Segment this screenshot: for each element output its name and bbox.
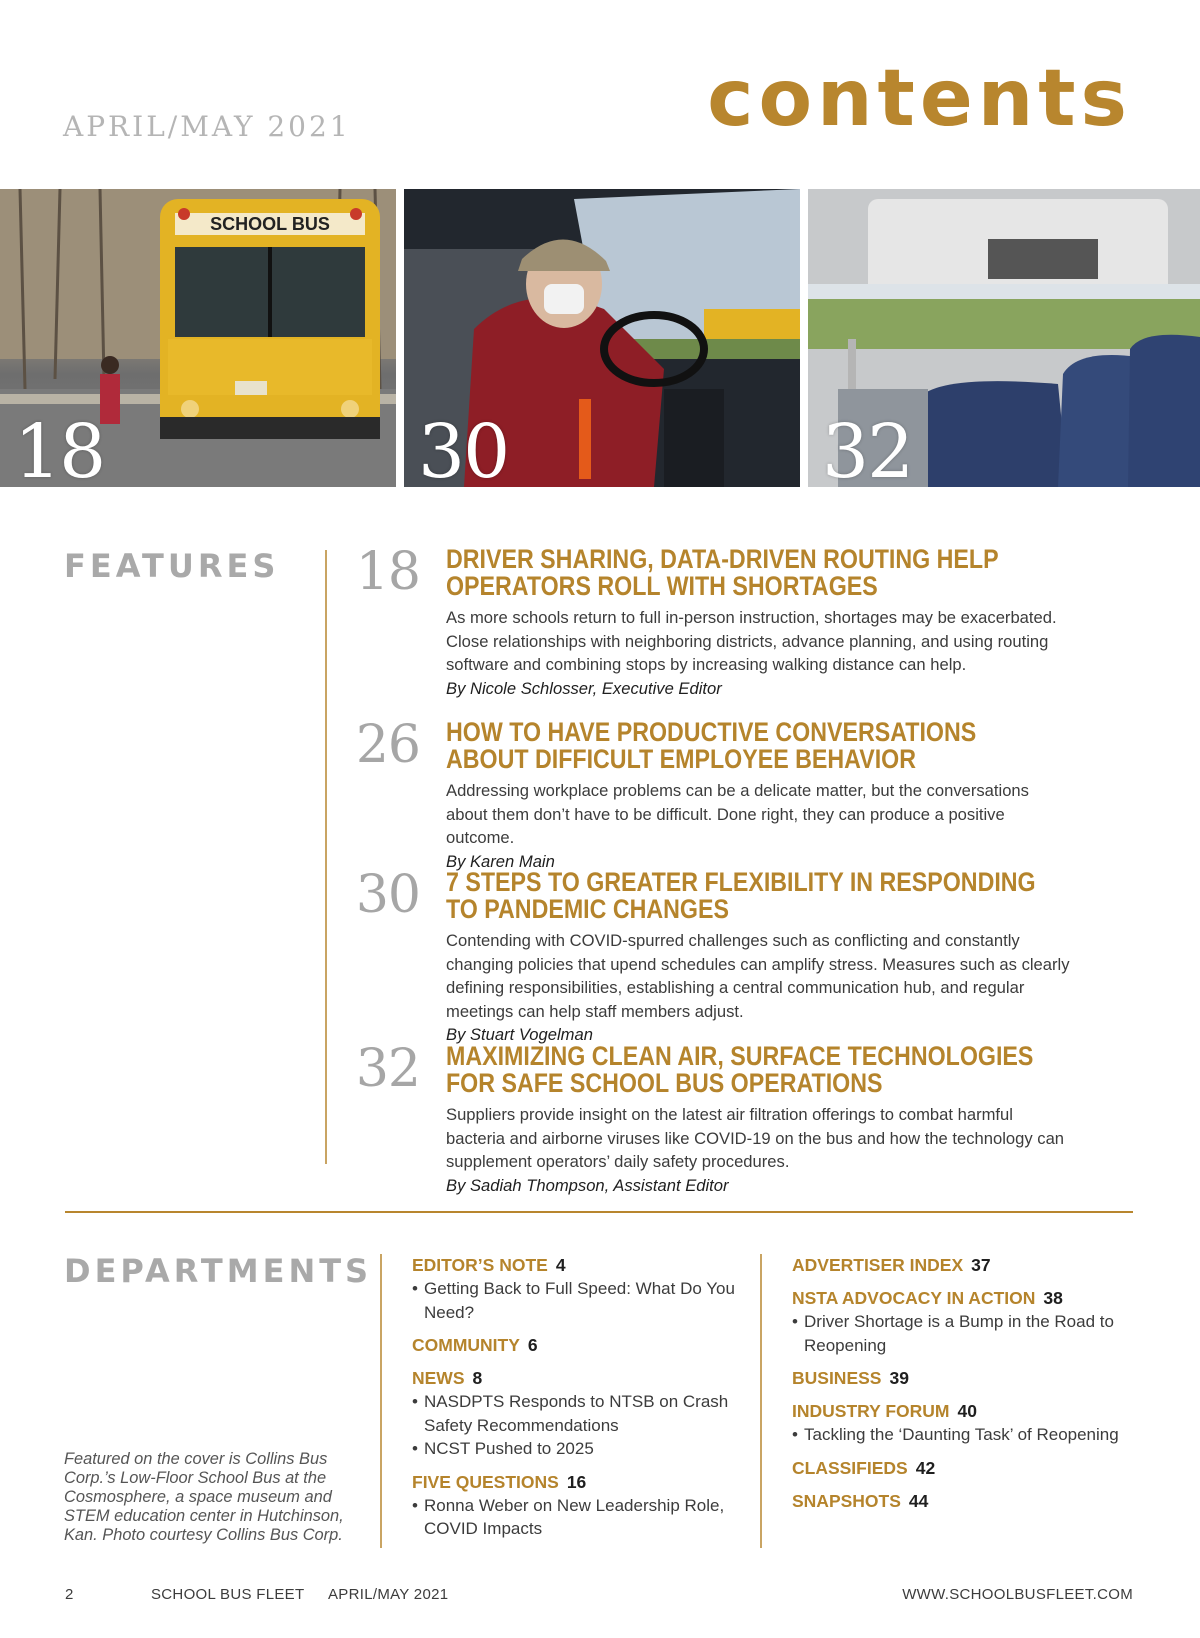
department-name: FIVE QUESTIONS [412, 1471, 559, 1492]
department-article[interactable]: • NASDPTS Responds to NTSB on Crash Safety Recommendations [412, 1390, 752, 1437]
departments-column [412, 1253, 752, 1550]
department-entry[interactable] [412, 1333, 752, 1357]
section-divider [65, 1211, 1133, 1213]
photo-bus-interior[interactable] [808, 189, 1200, 487]
feature-description [446, 779, 1106, 873]
departments-column [792, 1253, 1162, 1522]
department-name: EDITOR’S NOTE [412, 1255, 548, 1275]
feature-headline-line: ABOUT DIFFICULT EMPLOYEE BEHAVIOR [446, 744, 916, 774]
department-heading[interactable] [412, 1333, 752, 1357]
department-page: 4 [555, 1255, 566, 1275]
feature-description-text: meetings can help staff members adjust. [446, 1001, 744, 1021]
department-heading[interactable] [792, 1456, 1162, 1480]
feature-byline: By Nicole Schlosser, Executive Editor [446, 678, 722, 698]
department-heading[interactable] [792, 1286, 1162, 1310]
department-heading[interactable] [792, 1399, 1162, 1423]
departments-label: DEPARTMENTS [64, 1252, 373, 1290]
photo-strip [0, 189, 1200, 487]
feature-description-line: software and combining stops by increasing walking distance can help. [446, 655, 967, 674]
department-name: ADVERTISER INDEX [792, 1255, 964, 1275]
department-page: 39 [889, 1368, 909, 1388]
feature-description-line [446, 826, 1106, 873]
feature-description-text: outcome. [446, 828, 515, 847]
department-name: COMMUNITY [412, 1335, 520, 1355]
footer-issue-date: APRIL/MAY 2021 [328, 1586, 449, 1603]
feature-headline-line: FOR SAFE SCHOOL BUS OPERATIONS [446, 1068, 883, 1098]
feature-byline: By Sadiah Thompson, Assistant Editor [446, 1175, 729, 1195]
department-entry[interactable] [412, 1470, 752, 1541]
feature-headline[interactable] [446, 1043, 1104, 1097]
department-entry[interactable] [792, 1489, 1162, 1513]
feature-page-number: 32 [355, 1039, 420, 1099]
departments-divider [380, 1254, 382, 1548]
department-article[interactable]: • Tackling the ‘Daunting Task’ of Reopening [792, 1423, 1162, 1447]
feature-description-line [446, 1150, 1106, 1197]
department-page: 6 [527, 1335, 538, 1355]
feature-page-number: 30 [355, 865, 420, 925]
feature-description [446, 1103, 1106, 1197]
feature-description-line: defining responsibilities, establishing a central communication hub, and regular [446, 978, 1025, 997]
feature-description-line: As more schools return to full in-person instruction, shortages may be exacerbated. [446, 608, 1057, 627]
department-page: 38 [1043, 1288, 1063, 1308]
cover-caption: Featured on the cover is Collins Bus Corp.’s Low-Floor School Bus at the Cosmosphere, a space museum and STEM education center in Hutchinson, Kan. Photo courtesy Collins Bus Corp. [64, 1450, 344, 1544]
department-entry[interactable] [412, 1253, 752, 1324]
department-article[interactable]: • Driver Shortage is a Bump in the Road to Reopening [792, 1310, 1162, 1357]
feature-headline-line: OPERATORS ROLL WITH SHORTAGES [446, 571, 878, 601]
svg-text:SCHOOL BUS: SCHOOL BUS [210, 214, 330, 234]
photo-page-number: 30 [418, 409, 509, 487]
department-entry[interactable] [792, 1366, 1162, 1390]
feature-description [446, 606, 1106, 700]
feature-page-number: 18 [355, 542, 420, 602]
department-entry[interactable] [792, 1399, 1162, 1447]
feature-headline-line: MAXIMIZING CLEAN AIR, SURFACE TECHNOLOGIES [446, 1041, 1034, 1071]
feature-description [446, 929, 1106, 1047]
department-article[interactable]: • Getting Back to Full Speed: What Do You Need? [412, 1277, 752, 1324]
feature-headline-line: TO PANDEMIC CHANGES [446, 894, 729, 924]
department-page: 44 [908, 1490, 929, 1511]
contents-title: contents [707, 54, 1132, 144]
photo-school-bus[interactable] [0, 189, 396, 487]
feature-byline: By Stuart Vogelman [446, 1025, 593, 1044]
feature-byline: By Karen Main [446, 851, 555, 871]
feature-description-line: changing policies that upend schedules can amplify stress. Measures such as clearly [446, 954, 1070, 974]
department-page: 8 [472, 1368, 483, 1388]
department-heading[interactable] [412, 1470, 752, 1494]
feature-headline[interactable] [446, 719, 1104, 773]
department-page: 40 [957, 1401, 977, 1421]
feature-description-line: Addressing workplace problems can be a delicate matter, but the conversations [446, 781, 1029, 800]
feature-page-number: 26 [355, 715, 420, 775]
department-page: 42 [915, 1457, 936, 1478]
department-name: SNAPSHOTS [792, 1490, 901, 1511]
department-heading[interactable] [792, 1253, 1162, 1277]
department-page: 37 [971, 1255, 991, 1275]
footer-page-number: 2 [65, 1586, 74, 1603]
department-name: CLASSIFIEDS [792, 1457, 908, 1478]
feature-description-line: bacteria and airborne viruses like COVID-19 on the bus and how the technology can [446, 1128, 1065, 1148]
department-name: NEWS [412, 1368, 465, 1388]
feature-headline[interactable] [446, 546, 1104, 600]
feature-description-line: Contending with COVID-spurred challenges such as conflicting and constantly [446, 931, 1020, 950]
department-heading[interactable] [792, 1366, 1162, 1390]
department-entry[interactable] [412, 1366, 752, 1461]
feature-description-line: Suppliers provide insight on the latest air filtration offerings to combat harmful [446, 1105, 1013, 1124]
footer-website-link[interactable]: WWW.SCHOOLBUSFLEET.COM [902, 1586, 1133, 1603]
department-heading[interactable] [412, 1366, 752, 1390]
feature-description-line [446, 1000, 1106, 1047]
department-name: NSTA ADVOCACY IN ACTION [792, 1288, 1036, 1308]
department-entry[interactable] [792, 1286, 1162, 1357]
feature-description-text: supplement operators’ daily safety procedures. [446, 1152, 790, 1171]
feature-description-line: about them don’t have to be difficult. Done right, they can produce a positive [446, 804, 1005, 824]
feature-headline-line: DRIVER SHARING, DATA-DRIVEN ROUTING HELP [446, 544, 999, 574]
department-entry[interactable] [792, 1456, 1162, 1480]
features-label: FEATURES [64, 547, 280, 585]
departments-divider [760, 1254, 762, 1548]
department-name: BUSINESS [792, 1368, 882, 1388]
issue-date: APRIL/MAY 2021 [63, 110, 351, 143]
department-heading[interactable] [412, 1253, 752, 1277]
department-article[interactable]: • NCST Pushed to 2025 [412, 1437, 752, 1461]
department-article[interactable]: • Ronna Weber on New Leadership Role, COVID Impacts [412, 1494, 752, 1541]
features-divider [325, 550, 327, 1164]
photo-page-number: 32 [822, 409, 913, 487]
feature-description-line: Close relationships with neighboring districts, advance planning, and using routing [446, 631, 1049, 651]
department-page: 16 [566, 1471, 587, 1492]
department-name: INDUSTRY FORUM [792, 1401, 950, 1421]
department-heading[interactable] [792, 1489, 1162, 1513]
photo-page-number: 18 [14, 409, 105, 487]
department-entry[interactable] [792, 1253, 1162, 1277]
feature-headline-line: HOW TO HAVE PRODUCTIVE CONVERSATIONS [446, 717, 977, 747]
photo-bus-driver[interactable] [404, 189, 800, 487]
feature-headline[interactable] [446, 869, 1104, 923]
feature-headline-line: 7 STEPS TO GREATER FLEXIBILITY IN RESPONDING [446, 867, 1036, 897]
footer-magazine-name: SCHOOL BUS FLEET [151, 1586, 305, 1603]
